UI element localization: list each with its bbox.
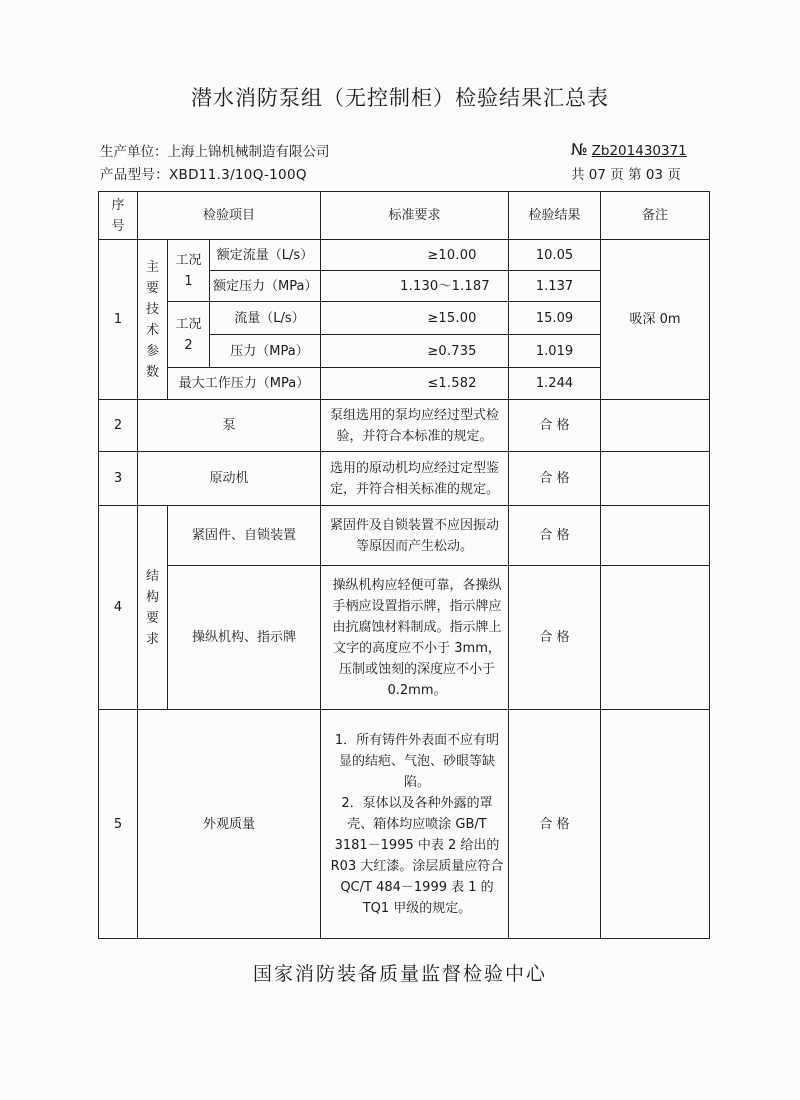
header-item: 检验项目	[138, 192, 321, 240]
row1-item4-std: ≥0.735	[321, 335, 509, 368]
row4b-item: 操纵机构、指示牌	[168, 566, 321, 710]
header-standard: 标准要求	[321, 192, 509, 240]
row2-std: 泵组选用的泵均应经过型式检验，并符合本标准的规定。	[321, 400, 509, 452]
row5-std-point1: 1．所有铸件外表面不应有明显的结疤、气泡、砂眼等缺陷。	[334, 732, 500, 790]
table-row	[99, 710, 710, 939]
table-row	[99, 452, 710, 506]
row3-std: 选用的原动机均应经过定型鉴定，并符合相关标准的规定。	[321, 452, 509, 506]
row5-std	[321, 710, 509, 939]
header-seq: 序号	[99, 192, 138, 240]
row1-seq: 1	[99, 240, 138, 400]
row3-seq: 3	[99, 452, 138, 506]
header-result: 检验结果	[509, 192, 601, 240]
row2-result: 合 格	[509, 400, 601, 452]
model-value: XBD11.3/10Q-100Q	[169, 167, 307, 183]
row1-item1-name: 额定流量（L/s）	[210, 240, 321, 271]
row4-seq: 4	[99, 506, 138, 710]
table-row	[99, 566, 710, 710]
number-value: Zb201430371	[591, 143, 687, 159]
row1-item4-name: 压力（MPa）	[210, 335, 321, 368]
row2-item: 泵	[138, 400, 321, 452]
row5-item: 外观质量	[138, 710, 321, 939]
number-symbol: №	[571, 140, 588, 159]
row5-std-point2: 2．泵体以及各种外露的罩壳、箱体均应喷涂 GB/T 3181－1995 中表 2 给出的 R03 大红漆。涂层质量应符合 QC/T 484－1999 表 1 的 TQ1 甲级的规定。	[330, 795, 504, 916]
row5-result: 合 格	[509, 710, 601, 939]
producer-value: 上海上锦机械制造有限公司	[167, 144, 330, 160]
row1-item3-result: 15.09	[509, 302, 601, 335]
issuer-footer: 国家消防装备质量监督检验中心	[252, 963, 547, 985]
row1-item5-name: 最大工作压力（MPa）	[168, 368, 321, 400]
row1-item5-result: 1.244	[509, 368, 601, 400]
model-line	[100, 163, 307, 183]
page-title: 潜水消防泵组（无控制柜）检验结果汇总表	[191, 86, 609, 110]
row3-result: 合 格	[509, 452, 601, 506]
page-info: 共 07 页 第 03 页	[571, 167, 681, 183]
row1-item1-std: ≥10.00	[321, 240, 509, 271]
header-row	[99, 192, 710, 240]
row1-condition2: 工况 2	[168, 302, 210, 368]
row1-condition1: 工况 1	[168, 240, 210, 302]
report-number	[571, 140, 687, 159]
producer-line	[100, 140, 330, 160]
row5-remark	[601, 710, 710, 939]
row4a-item: 紧固件、自锁装置	[168, 506, 321, 566]
row2-remark	[601, 400, 710, 452]
row4-group: 结构要求	[138, 506, 168, 710]
row5-seq: 5	[99, 710, 138, 939]
row1-item4-result: 1.019	[509, 335, 601, 368]
row4a-std: 紧固件及自锁装置不应因振动等原因而产生松动。	[321, 506, 509, 566]
producer-label: 生产单位：	[100, 144, 168, 160]
table-row	[99, 240, 710, 271]
row4b-result: 合 格	[509, 566, 601, 710]
model-label: 产品型号：	[100, 167, 169, 183]
row1-item2-std: 1.130～1.187	[321, 271, 509, 302]
row3-item: 原动机	[138, 452, 321, 506]
row4b-remark	[601, 566, 710, 710]
row1-item3-name: 流量（L/s）	[210, 302, 321, 335]
header-remark: 备注	[601, 192, 710, 240]
row4b-std: 操纵机构应轻便可靠，各操纵手柄应设置指示牌，指示牌应由抗腐蚀材料制成。指示牌上文字的高度应不小于 3mm，压制或蚀刻的深度应不小于 0.2mm。	[321, 566, 509, 710]
row3-remark	[601, 452, 710, 506]
row1-item3-std: ≥15.00	[321, 302, 509, 335]
row1-remark: 吸深 0m	[601, 240, 710, 400]
table-row	[99, 506, 710, 566]
row4a-remark	[601, 506, 710, 566]
row1-group: 主要技术参数	[138, 240, 168, 400]
row4a-result: 合 格	[509, 506, 601, 566]
results-table	[98, 191, 710, 939]
row2-seq: 2	[99, 400, 138, 452]
row1-item2-name: 额定压力（MPa）	[210, 271, 321, 302]
row1-item5-std: ≤1.582	[321, 368, 509, 400]
row1-item1-result: 10.05	[509, 240, 601, 271]
row1-item2-result: 1.137	[509, 271, 601, 302]
table-row	[99, 400, 710, 452]
